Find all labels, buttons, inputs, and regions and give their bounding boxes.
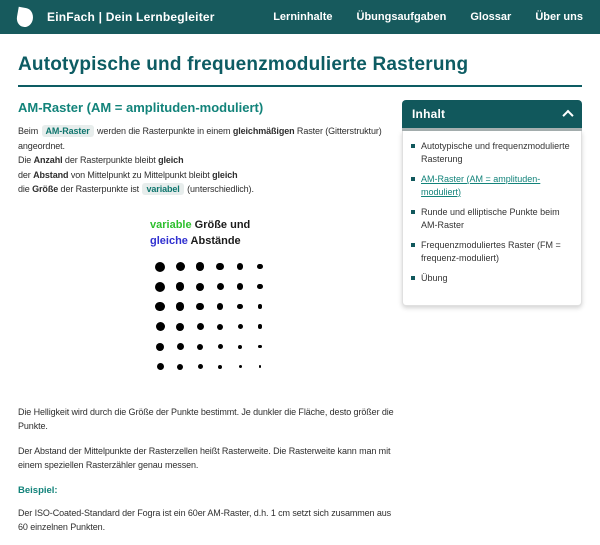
raster-dot xyxy=(196,283,204,291)
text-segment: Anzahl xyxy=(33,155,63,165)
square-bullet-icon xyxy=(411,144,415,148)
raster-dot xyxy=(238,345,242,349)
dot-row xyxy=(150,357,396,377)
text-segment: gleich xyxy=(158,155,184,165)
raster-dot xyxy=(157,363,164,370)
main-column xyxy=(18,100,396,545)
nav-item-ueber-uns[interactable]: Über uns xyxy=(535,11,583,23)
text-segment: gleich xyxy=(212,169,238,180)
raster-dot xyxy=(217,324,223,330)
raster-dot xyxy=(155,282,165,292)
toc-header[interactable] xyxy=(402,100,582,128)
raster-dot xyxy=(156,343,164,351)
raster-dot xyxy=(258,324,262,328)
nav-item-uebungsaufgaben[interactable]: Übungsaufgaben xyxy=(356,11,447,23)
raster-dot xyxy=(196,303,204,311)
intro-line xyxy=(18,182,396,197)
dot-row xyxy=(150,317,396,337)
dot-row xyxy=(150,337,396,357)
intro-line xyxy=(18,124,396,153)
raster-dot-grid xyxy=(150,257,396,377)
square-bullet-icon xyxy=(411,243,415,247)
raster-dot xyxy=(197,323,204,330)
text-segment: der Rasterpunkte ist xyxy=(58,184,142,194)
toc-item[interactable] xyxy=(411,206,571,231)
toc-item[interactable] xyxy=(411,272,571,285)
toc-item-label: AM-Raster (AM = amplituden-moduliert) xyxy=(421,174,541,197)
section-heading: AM-Raster (AM = amplituden-moduliert) xyxy=(18,100,264,115)
square-bullet-icon xyxy=(411,210,415,214)
glossary-term-chip[interactable]: AM-Raster xyxy=(42,125,94,137)
raster-dot xyxy=(156,322,165,331)
glossary-term-chip[interactable]: variabel xyxy=(142,183,183,195)
text-segment: Größe und xyxy=(191,218,251,231)
toc-item-label: Übung xyxy=(421,273,448,283)
raster-dot xyxy=(155,302,164,311)
raster-dot xyxy=(218,344,223,349)
drop-logo-icon[interactable] xyxy=(15,6,34,27)
square-bullet-icon xyxy=(411,276,415,280)
dot-row xyxy=(150,297,396,317)
dot-row xyxy=(150,277,396,297)
dot-row xyxy=(150,257,396,277)
paragraph-rasterweite: Der Abstand der Mittelpunkte der Rasterzellen heißt Rasterweite. Die Rasterweite kann man mit einem speziellen Rasterzähler genau messen. xyxy=(18,445,391,470)
text-segment: werden die Rasterpunkte in einem xyxy=(94,126,233,136)
am-raster-diagram xyxy=(150,217,396,377)
toc-item-label: Runde und elliptische Punkte beim AM-Raster xyxy=(421,207,560,230)
square-bullet-icon xyxy=(411,177,415,181)
text-segment: Beim xyxy=(18,126,41,136)
toc-item-label: Frequenzmoduliertes Raster (FM = frequenz-moduliert) xyxy=(421,240,561,263)
toc-list xyxy=(402,131,582,306)
raster-dot xyxy=(238,324,243,329)
intro-line xyxy=(18,168,396,183)
raster-dot xyxy=(196,262,204,270)
title-divider xyxy=(18,85,582,87)
raster-dot xyxy=(258,304,263,309)
raster-dot xyxy=(257,284,262,289)
toc-item[interactable] xyxy=(411,239,571,264)
example-label: Beispiel: xyxy=(18,484,58,496)
text-segment: gleiche xyxy=(150,234,188,247)
text-segment: variable xyxy=(150,218,192,231)
text-segment: Die xyxy=(18,155,34,165)
toc-sidebar xyxy=(402,100,582,306)
text-segment: von Mittelpunkt zu Mittelpunkt bleibt xyxy=(68,169,213,180)
chevron-up-icon[interactable] xyxy=(562,110,573,121)
toc-item[interactable] xyxy=(411,140,571,165)
diagram-caption-line xyxy=(150,217,396,233)
raster-dot xyxy=(217,303,224,310)
text-segment: die xyxy=(18,184,33,194)
intro-line xyxy=(18,153,396,168)
raster-dot xyxy=(155,262,165,272)
raster-dot xyxy=(216,263,223,270)
raster-dot xyxy=(217,283,224,290)
text-segment: gleichmäßigen xyxy=(232,126,295,136)
nav-links xyxy=(273,11,583,23)
example-text: Der ISO-Coated-Standard der Fogra ist ein 60er AM-Raster, d.h. 1 cm setzt sich zusammen aus 60 einzelnen Punkten. xyxy=(18,507,392,532)
nav-item-glossar[interactable]: Glossar xyxy=(470,11,512,23)
raster-dot xyxy=(237,263,243,269)
paragraph-helligkeit: Die Helligkeit wird durch die Größe der Punkte bestimmt. Je dunkler die Fläche, desto größer die Punkte. xyxy=(18,406,394,431)
raster-dot xyxy=(176,302,185,311)
text-segment: der Rasterpunkte bleibt xyxy=(62,155,159,165)
raster-dot xyxy=(177,364,183,370)
raster-dot xyxy=(198,364,203,369)
raster-dot xyxy=(257,264,262,269)
text-segment: Abstand xyxy=(33,169,69,180)
raster-dot xyxy=(237,304,243,310)
raster-dot xyxy=(258,345,261,348)
nav-item-lerninhalte[interactable]: Lerninhalte xyxy=(273,11,333,23)
top-navbar xyxy=(0,0,600,34)
text-segment: Abstände xyxy=(187,234,241,247)
raster-dot xyxy=(176,323,184,331)
lower-paragraphs xyxy=(18,405,396,535)
toc-item-label: Autotypische und frequenzmodulierte Rasterung xyxy=(421,141,570,164)
raster-dot xyxy=(218,365,222,369)
text-segment: Raster (Gitterstruktur) angeordnet. xyxy=(18,126,382,151)
page-title: Autotypische und frequenzmodulierte Rasterung xyxy=(18,54,469,75)
toc-title: Inhalt xyxy=(412,107,446,121)
brand-title[interactable]: EinFach | Dein Lernbegleiter xyxy=(47,10,215,24)
raster-dot xyxy=(239,365,242,368)
raster-dot xyxy=(176,282,185,291)
text-segment: (unterschiedlich). xyxy=(184,184,254,194)
toc-item[interactable] xyxy=(411,173,571,198)
text-segment: Größe xyxy=(32,184,59,194)
page-content xyxy=(0,54,600,545)
raster-dot xyxy=(237,283,243,289)
raster-dot xyxy=(176,262,185,271)
raster-dot xyxy=(259,365,261,367)
diagram-caption-line xyxy=(150,233,396,249)
text-segment: der xyxy=(18,169,34,180)
raster-dot xyxy=(177,343,184,350)
raster-dot xyxy=(197,344,203,350)
